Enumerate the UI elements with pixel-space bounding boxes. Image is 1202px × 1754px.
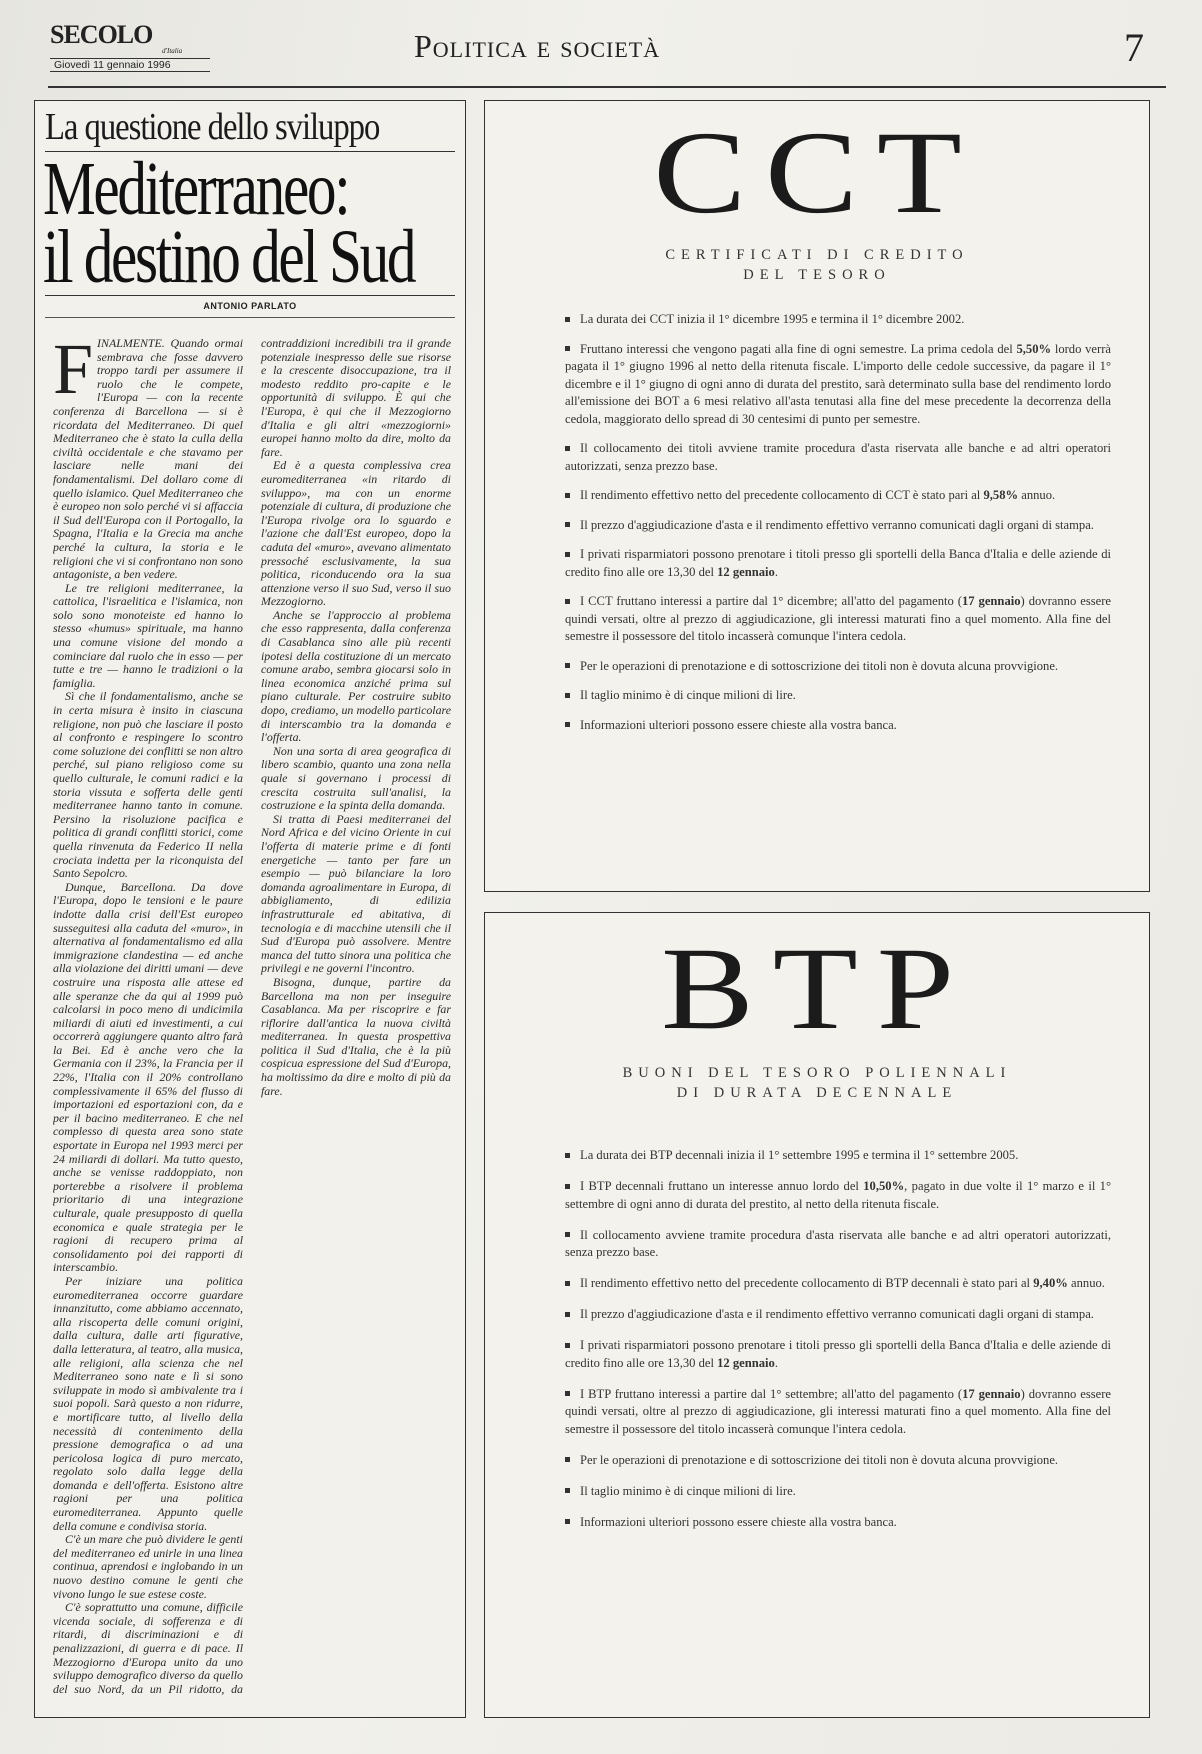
list-item bbox=[565, 440, 1111, 475]
issue-date: Giovedì 11 gennaio 1996 bbox=[50, 58, 210, 72]
list-item bbox=[565, 658, 1111, 676]
newspaper-logo-sub: d'Italia bbox=[162, 47, 183, 55]
article-paragraph: C'è soprattutto una comune, difficile vicenda sociale, di sofferenza e di ritardi, di discriminazioni e di penalizzazioni, di guerra e di pace. Il Mezzogiorno d'Europa unito da uno sviluppo demografico diverso da quello del suo Nord, da un Pil ridotto, da contraddizioni incredibili tra il grande potenziale inespresso delle sue risorse e la crescente disoccupazione, tra il modesto reddito pro-capite e le opportunità di sviluppo. È qui che l'Europa, è qui che il Mezzogiorno d'Italia e gli altri «mezzogiorni» europei hanno molto da dire, molto da fare. bbox=[53, 337, 451, 1696]
payment-date: 17 gennaio bbox=[961, 594, 1021, 608]
list-item bbox=[565, 1452, 1111, 1470]
article-headline bbox=[43, 147, 415, 299]
bullet-icon bbox=[565, 1312, 570, 1317]
bullet-icon bbox=[565, 1457, 570, 1462]
subtitle-line: BUONI DEL TESORO POLIENNALI bbox=[622, 1065, 1012, 1081]
bullet-icon bbox=[565, 346, 570, 351]
item-text: lordo verrà pagata il 1° giugno 1996 al netto della ritenuta fiscale. L'importo delle cedole successive, da pagare il 1° dicembre e il 1° giugno di ogni anno di durata del prestito, sarà determinato sulla base del rendimento lordo all'emissione dei BOT a 6 mesi relativo all'asta tenutasi alla fine del mese precedente la decorrenza della cedola, maggiorato dello spread di 30 centesimi di punto per semestre. bbox=[565, 341, 1111, 426]
yield-value: 9,58% bbox=[983, 488, 1019, 502]
bullet-icon bbox=[565, 1488, 570, 1493]
lead-in: INALMENTE. bbox=[97, 337, 165, 350]
article-paragraph: Si tratta di Paesi mediterranei del Nord Africa e del vicino Oriente in cui l'offerta di materie prime e di fonti energetiche — tanto per fare un esempio — può bilanciare la loro domanda agroalimentare in Europa, di abbigliamento, di edilizia infrastrutturale ed abitativa, di tecnologia e di macchine utensili che il Sud d'Europa può assolvere. Mentre manca del tutto sinora una politica che privilegi e ne governi l'incontro. bbox=[261, 811, 451, 976]
divider bbox=[45, 317, 455, 318]
bullet-icon bbox=[565, 522, 570, 527]
bullet-icon bbox=[565, 599, 570, 604]
article-paragraph: Bisogna, dunque, partire da Barcellona ma non per inseguire Casablanca. Ma per riscoprire e far riflorire dall'antica la nuova civiltà mediterranea. In questa prospettiva politica il Sud d'Italia, che è la più cospicua espressione del Sud d'Europa, ha moltissimo da dire e molto di più da fare. bbox=[261, 974, 451, 1098]
item-text: I privati risparmiatori possono prenotare i titoli presso gli sportelli della Banca d'Italia e delle aziende di credito fino alle ore 13,30 del bbox=[565, 547, 1111, 579]
list-item bbox=[565, 1337, 1111, 1372]
btp-advertisement bbox=[484, 912, 1150, 1718]
item-text: La durata dei CCT inizia il 1° dicembre 1995 e termina il 1° dicembre 2002. bbox=[580, 312, 965, 326]
bullet-icon bbox=[565, 663, 570, 668]
list-item bbox=[565, 1483, 1111, 1501]
divider bbox=[45, 295, 455, 296]
article-byline: ANTONIO PARLATO bbox=[203, 301, 297, 311]
item-text: annuo. bbox=[1067, 1276, 1105, 1290]
bullet-icon bbox=[565, 693, 570, 698]
list-item bbox=[565, 687, 1111, 705]
list-item bbox=[565, 1386, 1111, 1439]
btp-subtitle bbox=[485, 1063, 1149, 1103]
list-item bbox=[565, 1178, 1111, 1213]
item-text: , pagato in due volte il 1° marzo e il 1° settembre di ogni anno di durata del prestito, al netto della ritenuta fiscale. bbox=[565, 1179, 1111, 1211]
list-item bbox=[565, 546, 1111, 581]
list-item bbox=[565, 1147, 1111, 1165]
bullet-icon bbox=[565, 1281, 570, 1286]
article-body bbox=[53, 337, 451, 1707]
article-kicker: La questione dello sviluppo bbox=[45, 106, 380, 148]
list-item bbox=[565, 717, 1111, 735]
deadline-date: 12 gennaio bbox=[717, 1355, 775, 1370]
item-text: Il collocamento avviene tramite procedura d'asta riservata alle banche e ad altri operatori autorizzati, senza prezzo base. bbox=[565, 1227, 1111, 1259]
paragraph-text: Quando ormai sembrava che fosse davvero troppo tardi per assumere il ruolo che le compete, l'Europa — con la recente conferenza di Barcellona — si è ricordata del Mediterraneo. Di quel Mediterraneo che è stato la culla della civiltà occidentale e che stavamo per lasciare nelle mani dei fondamentalismi. Del dollaro come di quello islamico. Quel Mediterraneo che è europeo non solo perché vi si affaccia il Sud dell'Europa con il Portogallo, la Spagna, l'Italia e la Grecia ma anche perché la cultura, la storia e le religioni che vi si confrontano non sono antagoniste, a ben vedere. bbox=[53, 337, 243, 582]
list-item bbox=[565, 1275, 1111, 1293]
item-text: I CCT fruttano interessi a partire dal 1° dicembre; all'atto del pagamento ( bbox=[580, 594, 962, 608]
item-text: Informazioni ulteriori possono essere chieste alla vostra banca. bbox=[580, 1514, 897, 1529]
rate-value: 5,50% bbox=[1016, 341, 1052, 356]
bullet-icon bbox=[565, 722, 570, 727]
item-text: I BTP decennali fruttano un interesse annuo lordo del bbox=[580, 1179, 864, 1193]
item-text: Fruttano interessi che vengono pagati alla fine di ogni semestre. La prima cedola del bbox=[580, 341, 1017, 356]
article-paragraph: Dunque, Barcellona. Da dove l'Europa, dopo le tensioni e le paure indotte dalla crisi dell'Est europeo susseguitesi alla caduta del «muro», in alternativa al fondamentalismo ed alla immigrazione clandestina — ed anche alla violazione dei diritti umani — deve costruire una risposta alle attese ed alle speranze che da qui al 1999 può calcolarsi in poco meno di undicimila miliardi di aiuti ed investimenti, a cui occorrerà aggiungere quanto altro farà la Bei. Ed è anche vero che la Germania con il 23%, la Francia per il 22%, l'Italia con il 20% controllano complessivamente il 65% del flusso di importazioni ed esportazioni con, da e per il bacino mediterraneo. E che nel complesso di questa area sono state esportate in Europa nel 1993 merci per 24 miliardi di dollari. Ma tutto questo, anche se venisse raddoppiato, non porterebbe a risolvere il problema prioritario di una integrazione culturale, quale presupposto di quella economica e quale strategia per le ragioni di recupero prima al consolidamento poi dei rapporti di interscambio. bbox=[53, 879, 243, 1275]
bullet-icon bbox=[565, 552, 570, 557]
drop-cap: F bbox=[53, 337, 94, 409]
deadline-date: 12 gennaio bbox=[717, 564, 775, 579]
header-rule bbox=[48, 86, 1166, 88]
article bbox=[34, 100, 466, 1718]
bullet-icon bbox=[565, 1184, 570, 1189]
article-paragraph: Non una sorta di area geografica di libero scambio, quanto una zona nella quale si governano i processi di crescita costruita sull'analisi, la costruzione e la spinta della domanda. bbox=[261, 743, 451, 813]
item-text: . bbox=[774, 1355, 779, 1370]
item-text: Il rendimento effettivo netto del precedente collocamento di BTP decennali è stato pari al bbox=[580, 1276, 1034, 1290]
btp-title: BTP bbox=[660, 923, 973, 1054]
article-paragraph: Anche se l'approccio al problema che esso rappresenta, dalla conferenza di Casablanca sino alle più recenti ipotesi della costituzione di un mercato comune arabo, sembra giocarsi solo in linea economica anziché prima sul piano culturale. Per costruire subito dopo, crediamo, un modello particolare di interscambio tra la domanda e l'offerta. bbox=[261, 607, 451, 745]
bullet-icon bbox=[565, 1391, 570, 1396]
item-text: Per le operazioni di prenotazione e di sottoscrizione dei titoli non è dovuta alcuna provvigione. bbox=[580, 658, 1059, 673]
item-text: Il prezzo d'aggiudicazione d'asta e il rendimento effettivo verranno comunicati dagli organi di stampa. bbox=[580, 1307, 1094, 1321]
bullet-icon bbox=[565, 1343, 570, 1348]
list-item bbox=[565, 487, 1111, 505]
item-text: Per le operazioni di prenotazione e di sottoscrizione dei titoli non è dovuta alcuna provvigione. bbox=[580, 1452, 1059, 1467]
article-paragraph: C'è un mare che può dividere le genti del mediterraneo ed unirle in una linea continua, aprendosi e inglobando in un nuovo destino comune le genti che vivono lungo le sue estese coste. bbox=[53, 1532, 243, 1601]
page-number: 7 bbox=[1124, 25, 1144, 70]
article-paragraph: Per iniziare una politica euromediterranea occorre guardare innanzitutto, come abbiamo accennato, alla riscoperta delle comuni origini, dalla cultura, dalle arti figurative, dalla letteratura, al teatro, alla musica, alle religioni, alla scienza che nel Mediterraneo sono nate e lì si sono sviluppate in modo sì ambivalente tra i suoi popoli. Sarà questo a non ridurre, e mortificare tutto, al livello della necessità di contenimento della pressione demografica o ad una pericolosa logica di puro mercato, regolato solo dalla legge della domanda e dell'offerta. Esistono altre ragioni per una politica euromediterranea. Appunto quelle della comune e condivisa storia. bbox=[53, 1273, 243, 1533]
article-paragraph: Ed è a questa complessiva crea euromediterranea «in ritardo di sviluppo», ma con un enorme potenziale di cultura, di produzione che l'Europa rivolge ora lo sguardo e l'azione che dall'Est europeo, dopo la caduta del «muro», avevano alimentato pressoché esclusivamente, la sua politica, riconducendo ora la sua attenzione verso il suo Sud, verso il suo Mezzogiorno. bbox=[261, 458, 451, 609]
subtitle-line: DEL TESORO bbox=[743, 267, 891, 283]
item-text: Informazioni ulteriori possono essere chieste alla vostra banca. bbox=[580, 717, 897, 732]
payment-date: 17 gennaio bbox=[962, 1386, 1021, 1401]
article-paragraph: Sì che il fondamentalismo, anche se in certa misura è insito in ciascuna religione, non può che lasciare il posto al confronto e respingere lo scontro come soluzione dei conflitti se non altro perché, sul piano religioso come su quello culturale, le comuni radici e la storia vissuta e sofferta delle genti mediterranee hanno tanto in comune. Persino la risoluzione pacifica e politica di grandi conflitti storici, come quella rinvenuta da Federico II nella crociata indetta per la riconquista del Santo Sepolcro. bbox=[53, 689, 243, 881]
item-text: I BTP fruttano interessi a partire dal 1° settembre; all'atto del pagamento ( bbox=[580, 1386, 963, 1401]
section-title: Politica e società bbox=[414, 28, 661, 64]
list-item bbox=[565, 1514, 1111, 1532]
item-text: Il rendimento effettivo netto del precedente collocamento di CCT è stato pari al bbox=[580, 488, 984, 502]
item-text: annuo. bbox=[1018, 488, 1056, 502]
subtitle-line: DI DURATA DECENNALE bbox=[676, 1085, 958, 1101]
item-text: . bbox=[774, 564, 779, 579]
subtitle-line: CERTIFICATI DI CREDITO bbox=[665, 247, 969, 263]
cct-subtitle bbox=[485, 245, 1149, 285]
bullet-icon bbox=[565, 493, 570, 498]
newspaper-logo: SECOLO bbox=[50, 20, 153, 49]
item-text: I privati risparmiatori possono prenotare i titoli presso gli sportelli della Banca d'Italia e delle aziende di credito fino alle ore 13,30 del bbox=[565, 1338, 1111, 1370]
item-text: ) dovranno essere quindi versati, oltre al prezzo di aggiudicazione, gli interessi maturati fino a quel momento. Alla fine del semestre il possessore del titolo incasserà comunque l'intera cedola. bbox=[565, 1386, 1112, 1436]
btp-terms-list bbox=[565, 1147, 1111, 1545]
cct-terms-list bbox=[565, 311, 1111, 746]
item-text: La durata dei BTP decennali inizia il 1° settembre 1995 e termina il 1° settembre 2005. bbox=[580, 1148, 1019, 1162]
list-item bbox=[565, 1227, 1111, 1262]
list-item bbox=[565, 311, 1111, 329]
article-paragraph bbox=[53, 337, 243, 582]
article-paragraph: Le tre religioni mediterranee, la cattolica, l'israelitica e l'islamica, non solo sono monoteiste ed hanno lo stesso «humus» spirituale, ma hanno una comune visione del mondo a cominciare dal ruolo che in esso — per tutte e tre — hanno le tradizioni o la famiglia. bbox=[53, 580, 243, 690]
bullet-icon bbox=[565, 1519, 570, 1524]
headline-line: il destino del Sud bbox=[43, 215, 415, 299]
bullet-icon bbox=[565, 446, 570, 451]
item-text: ) dovranno essere quindi versati, oltre al prezzo di aggiudicazione, gli interessi maturati fino a quel momento. Alla fine del semestre il possessore del titolo incasserà comunque l'intera cedola. bbox=[565, 594, 1112, 643]
item-text: Il collocamento dei titoli avviene tramite procedura d'asta riservata alle banche e ad altri operatori autorizzati, senza prezzo base. bbox=[565, 441, 1111, 473]
list-item bbox=[565, 1306, 1111, 1324]
cct-title: CCT bbox=[653, 107, 981, 238]
bullet-icon bbox=[565, 1153, 570, 1158]
headline-line: Mediterraneo: bbox=[43, 147, 349, 231]
bullet-icon bbox=[565, 317, 570, 322]
rate-value: 10,50% bbox=[863, 1179, 905, 1193]
bullet-icon bbox=[565, 1232, 570, 1237]
item-text: Il prezzo d'aggiudicazione d'asta e il rendimento effettivo verranno comunicati dagli organi di stampa. bbox=[580, 517, 1094, 532]
item-text: Il taglio minimo è di cinque milioni di lire. bbox=[580, 688, 796, 702]
list-item bbox=[565, 341, 1111, 429]
item-text: Il taglio minimo è di cinque milioni di lire. bbox=[580, 1483, 796, 1498]
yield-value: 9,40% bbox=[1033, 1276, 1068, 1290]
list-item bbox=[565, 593, 1111, 646]
cct-advertisement bbox=[484, 100, 1150, 892]
masthead bbox=[50, 22, 210, 72]
list-item bbox=[565, 517, 1111, 535]
